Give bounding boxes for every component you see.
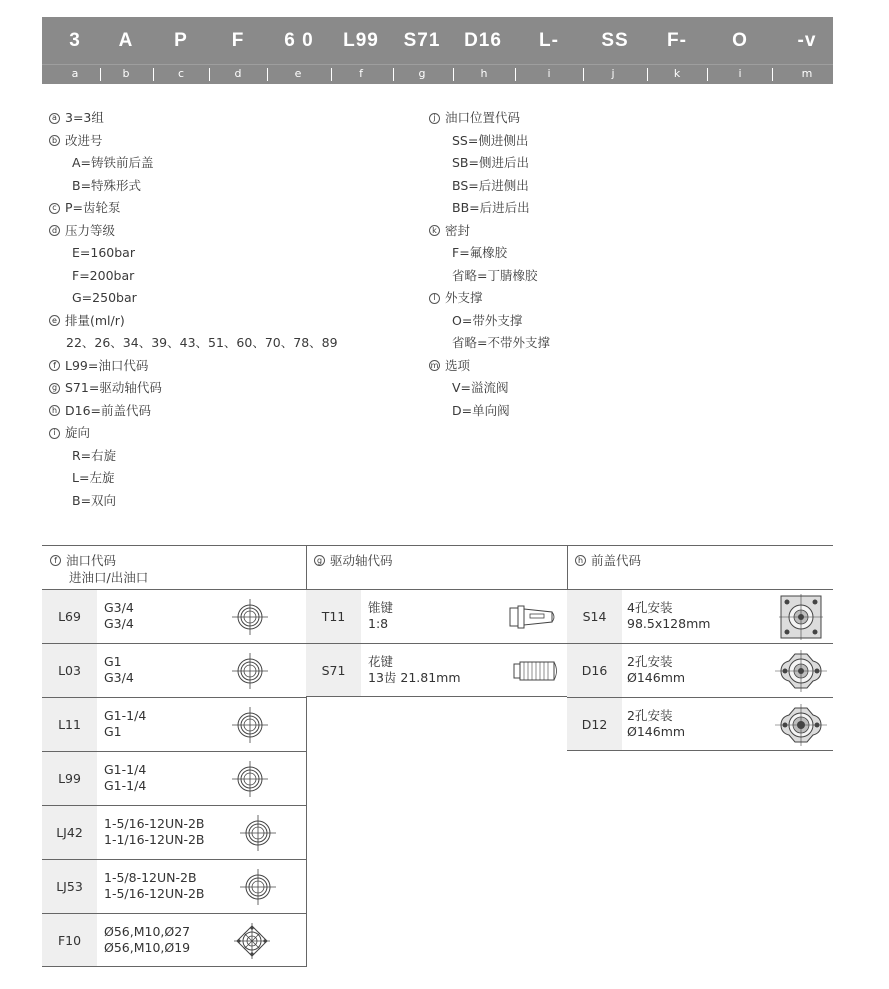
circled-letter-icon: i: [49, 428, 60, 439]
code-letter: g: [418, 67, 426, 80]
code-letter: e: [294, 67, 302, 80]
table-row: [42, 751, 306, 805]
circled-letter-icon: j: [429, 113, 440, 124]
port-code-table: [42, 545, 306, 967]
port-flange-icon: [230, 705, 270, 745]
desc-line: 98.5x128mm: [627, 616, 711, 631]
circled-letter-icon: g: [49, 383, 60, 394]
legend-sub: BS=后进侧出: [452, 177, 529, 193]
desc-line: 花键: [368, 654, 394, 669]
table-row: [42, 913, 306, 967]
legend-text: 油口位置代码: [445, 110, 521, 125]
four-bolt-flange-icon: [232, 921, 272, 961]
legend-item: [49, 197, 338, 220]
legend-item: [49, 400, 338, 423]
desc-line: 1:8: [368, 616, 389, 631]
legend-text: 外支撑: [445, 290, 483, 305]
legend-text: P=齿轮泵: [65, 200, 121, 215]
legend-text: 3=3组: [65, 110, 104, 125]
code-divider: [209, 68, 210, 81]
table-row: [42, 859, 306, 913]
code-part-b: A: [118, 30, 134, 51]
row-code: S14: [567, 590, 622, 643]
code-divider: [453, 68, 454, 81]
model-code-letters: [42, 64, 833, 83]
desc-line: 4孔安装: [627, 600, 673, 615]
two-hole-cover-icon: [775, 704, 827, 746]
code-letter: i: [738, 67, 742, 80]
table-title: 驱动轴代码: [330, 553, 393, 568]
code-divider: [331, 68, 332, 81]
table-header: [306, 546, 568, 589]
legend-item: [429, 107, 550, 130]
row-desc: [368, 600, 393, 632]
row-desc: [627, 654, 685, 686]
legend-item: [49, 310, 338, 333]
legend-text: L99=油口代码: [65, 357, 149, 373]
legend-item: [49, 130, 338, 153]
shaft-code-table: [306, 545, 568, 697]
circled-letter-icon: m: [430, 360, 439, 370]
circled-letter-icon: e: [49, 315, 60, 326]
legend-text: 改进号: [65, 132, 103, 148]
circled-letter-icon: c: [49, 203, 60, 214]
desc-line: Ø56,M10,Ø19: [104, 940, 191, 955]
code-letter: m: [801, 67, 813, 80]
legend-item: [49, 355, 338, 378]
legend-sub: 省略=丁腈橡胶: [452, 267, 538, 283]
legend-sub: SB=侧进后出: [452, 155, 529, 170]
front-cover-code-table: [567, 545, 833, 751]
row-desc: [104, 708, 146, 740]
code-letter: c: [177, 67, 185, 80]
row-code: D16: [567, 644, 622, 697]
circled-letter-icon: b: [49, 135, 60, 146]
code-part-m: -v: [797, 30, 817, 51]
code-letter: j: [611, 67, 615, 80]
circled-letter-icon: l: [429, 293, 440, 304]
row-code: L69: [42, 590, 97, 643]
model-code-parts: [42, 17, 833, 65]
row-desc: [368, 654, 461, 686]
desc-line: G1: [104, 654, 122, 669]
code-divider: [267, 68, 268, 81]
code-part-d: F: [231, 30, 245, 51]
legend-sub: G=250bar: [72, 290, 137, 305]
two-hole-cover-icon: [775, 650, 827, 692]
row-desc: [104, 816, 205, 848]
legend-sub: B=双向: [72, 492, 117, 508]
code-part-i: L-: [539, 30, 559, 51]
table-header: [567, 546, 833, 589]
circled-letter-icon: h: [575, 555, 586, 566]
desc-line: Ø56,M10,Ø27: [104, 924, 191, 939]
code-letter: k: [673, 67, 681, 80]
row-desc: [104, 924, 190, 956]
legend-sub: 22、26、34、39、43、51、60、70、78、89: [66, 335, 338, 350]
code-letter: b: [122, 67, 130, 80]
legend-sub: 省略=不带外支撑: [452, 335, 550, 350]
legend-item: [49, 220, 338, 243]
legend-sub: A=铸铁前后盖: [72, 155, 154, 170]
four-hole-cover-icon: [777, 594, 825, 640]
code-divider: [153, 68, 154, 81]
legend-sub: B=特殊形式: [72, 177, 142, 193]
code-part-l: O: [732, 30, 748, 51]
row-code: F10: [42, 914, 97, 966]
table-row: [42, 805, 306, 859]
table-header: [42, 546, 306, 589]
circled-letter-icon: k: [429, 225, 440, 236]
circled-letter-icon: d: [49, 225, 60, 236]
code-part-c: P: [174, 30, 188, 51]
legend-sub: V=溢流阀: [452, 380, 509, 395]
row-desc: [627, 600, 710, 632]
code-part-f: L99: [343, 30, 379, 51]
desc-line: G3/4: [104, 670, 134, 685]
desc-line: G3/4: [104, 616, 134, 631]
legend-text: D16=前盖代码: [65, 402, 152, 418]
legend-sub: R=右旋: [72, 447, 117, 463]
legend-item: [49, 107, 338, 130]
desc-line: 1-1/16-12UN-2B: [104, 832, 205, 847]
row-code: L03: [42, 644, 97, 697]
desc-line: G3/4: [104, 600, 134, 615]
legend-item: [429, 220, 550, 243]
table-row: [306, 589, 568, 643]
code-divider: [707, 68, 708, 81]
legend-text: 排量(ml/r): [65, 312, 125, 328]
circled-letter-icon: f: [50, 555, 61, 566]
legend-text: 选项: [445, 357, 471, 373]
code-part-j: SS: [601, 30, 629, 51]
row-code: L99: [42, 752, 97, 805]
row-code: L11: [42, 698, 97, 751]
table-row: [42, 643, 306, 697]
code-divider: [393, 68, 394, 81]
desc-line: G1-1/4: [104, 778, 147, 793]
row-desc: [104, 600, 134, 632]
legend-text: 压力等级: [65, 222, 116, 238]
legend-text: 旋向: [65, 425, 91, 440]
desc-line: 1-5/16-12UN-2B: [104, 886, 205, 901]
row-desc: [104, 654, 134, 686]
code-letter: i: [547, 67, 551, 80]
legend-sub: E=160bar: [72, 245, 135, 260]
row-code: LJ53: [42, 860, 97, 913]
desc-line: 锥键: [368, 600, 394, 615]
legend-sub: O=带外支撑: [452, 312, 523, 328]
row-desc: [104, 870, 205, 902]
code-part-a: 3: [69, 30, 81, 51]
port-flange-icon: [230, 651, 270, 691]
table-title: 油口代码: [66, 553, 117, 568]
legend-right: [429, 107, 550, 422]
desc-line: 2孔安装: [627, 654, 673, 669]
desc-line: G1: [104, 724, 122, 739]
table-row: [306, 643, 568, 697]
code-divider: [515, 68, 516, 81]
legend-sub: BB=后进后出: [452, 200, 530, 215]
spline-shaft-icon: [510, 656, 562, 686]
legend-text: 密封: [445, 222, 471, 238]
table-row: [567, 589, 833, 643]
desc-line: G1-1/4: [104, 708, 147, 723]
port-flange-icon: [238, 813, 278, 853]
desc-line: 13齿 21.81mm: [368, 670, 461, 685]
legend-item: [429, 355, 550, 378]
table-row: [42, 697, 306, 751]
row-code: LJ42: [42, 806, 97, 859]
legend-sub: D=单向阀: [452, 402, 510, 418]
circled-letter-icon: g: [314, 555, 325, 566]
code-letter: d: [234, 67, 242, 80]
circled-letter-icon: a: [49, 113, 60, 124]
code-part-h: D16: [464, 30, 502, 51]
table-subtitle: 进油口/出油口: [69, 570, 149, 585]
table-row: [567, 697, 833, 751]
desc-line: Ø146mm: [627, 670, 686, 685]
row-desc: [104, 762, 146, 794]
row-code: D12: [567, 698, 622, 750]
code-letter: a: [71, 67, 79, 80]
legend-item: [429, 287, 550, 310]
legend-item: [49, 377, 338, 400]
desc-line: Ø146mm: [627, 724, 686, 739]
table-row: [567, 643, 833, 697]
code-divider: [583, 68, 584, 81]
legend-left: [49, 107, 338, 512]
desc-line: 1-5/8-12UN-2B: [104, 870, 197, 885]
code-part-e: 6 0: [284, 30, 314, 51]
code-divider: [772, 68, 773, 81]
legend-sub: F=200bar: [72, 267, 135, 283]
tapered-shaft-icon: [506, 602, 558, 632]
desc-line: 2孔安装: [627, 708, 673, 723]
port-flange-icon: [230, 759, 270, 799]
legend-sub: F=氟橡胶: [452, 245, 508, 260]
legend-sub: SS=侧进侧出: [452, 132, 529, 148]
legend-sub: L=左旋: [72, 470, 115, 485]
legend-item: [49, 422, 338, 445]
row-code: S71: [306, 644, 361, 696]
port-flange-icon: [230, 597, 270, 637]
code-letter: f: [359, 67, 363, 80]
code-divider: [647, 68, 648, 81]
circled-letter-icon: h: [49, 405, 60, 416]
desc-line: 1-5/16-12UN-2B: [104, 816, 205, 831]
code-letter: h: [480, 67, 488, 80]
table-row: [42, 589, 306, 643]
row-code: T11: [306, 590, 361, 643]
circled-letter-icon: f: [49, 360, 60, 371]
port-flange-icon: [238, 867, 278, 907]
code-part-k: F-: [667, 30, 687, 51]
legend-text: S71=驱动轴代码: [65, 380, 162, 395]
desc-line: G1-1/4: [104, 762, 147, 777]
table-title: 前盖代码: [591, 553, 642, 568]
row-desc: [627, 708, 685, 740]
code-part-g: S71: [403, 30, 441, 51]
